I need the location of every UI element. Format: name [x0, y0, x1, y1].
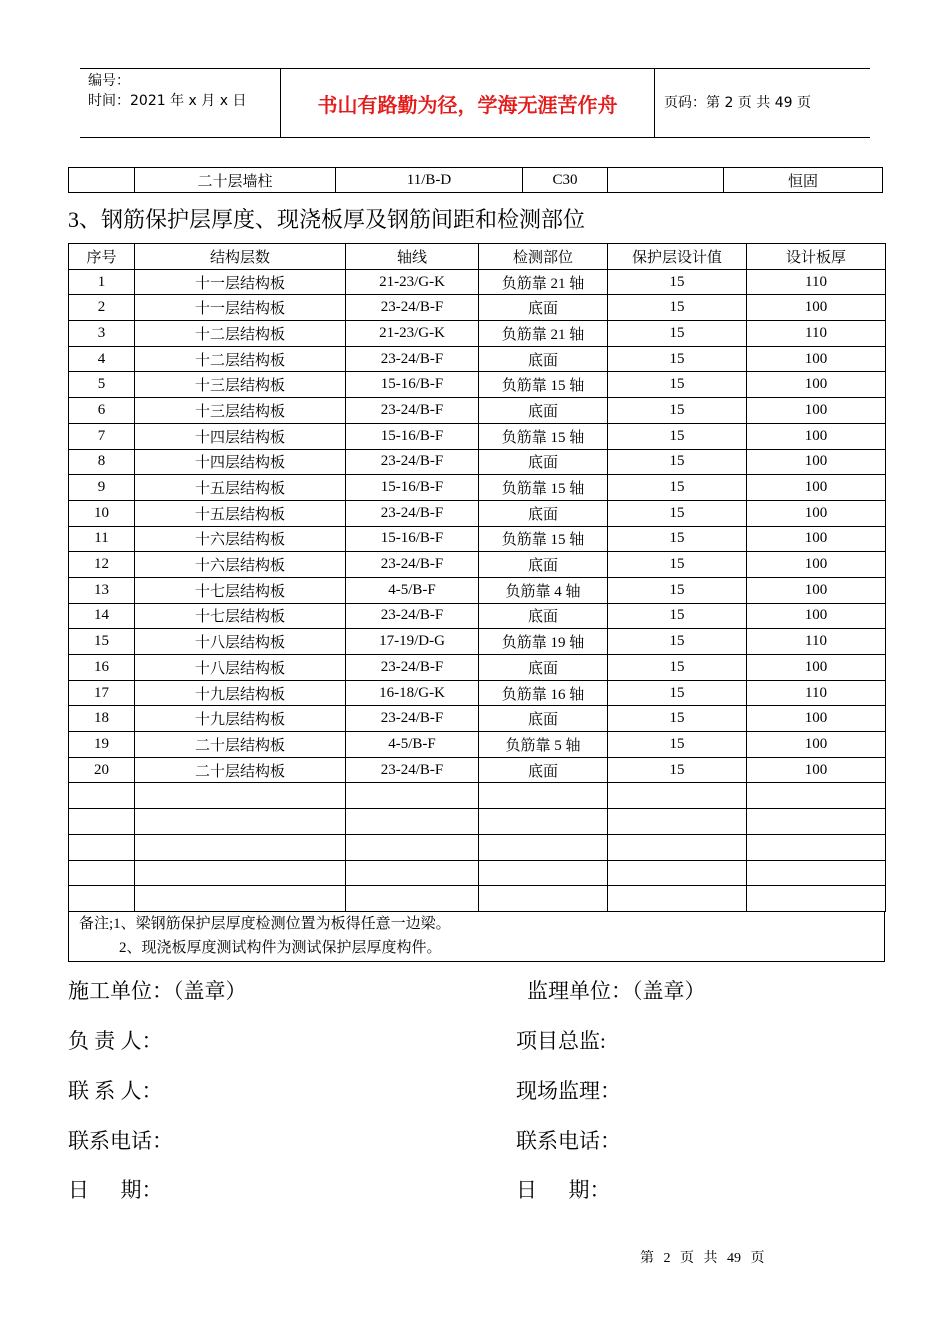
- table-cell: 15: [608, 577, 747, 603]
- header-motto: 书山有路勤为径，学海无涯苦作舟: [281, 69, 655, 137]
- table-cell: 十九层结构板: [135, 680, 346, 706]
- table-cell: 17: [69, 680, 135, 706]
- table-cell: 19: [69, 732, 135, 758]
- table-cell: 18: [69, 706, 135, 732]
- table-cell: 负筋靠 15 轴: [479, 423, 608, 449]
- table-cell: 十一层结构板: [135, 269, 346, 295]
- table-cell: [135, 783, 346, 809]
- table-cell: 负筋靠 21 轴: [479, 269, 608, 295]
- table-cell: 负筋靠 15 轴: [479, 372, 608, 398]
- table-row: [69, 269, 886, 295]
- table-cell: [608, 834, 747, 860]
- table-cell: 100: [747, 295, 886, 321]
- table-cell: [608, 886, 747, 912]
- document-header: [80, 68, 870, 138]
- table-row: [69, 757, 886, 783]
- table-cell: [608, 809, 747, 835]
- table-cell: 二十层结构板: [135, 732, 346, 758]
- table-cell: 17-19/D-G: [346, 629, 479, 655]
- table-cell: 100: [747, 757, 886, 783]
- table-cell: 21-23/G-K: [346, 269, 479, 295]
- table-cell: [346, 834, 479, 860]
- table-cell: 23-24/B-F: [346, 552, 479, 578]
- table-row: [69, 372, 886, 398]
- table-cell: [346, 809, 479, 835]
- table-cell: 十六层结构板: [135, 526, 346, 552]
- table-cell: [608, 860, 747, 886]
- table-cell: 十四层结构板: [135, 449, 346, 475]
- table-cell: 100: [747, 552, 886, 578]
- table-cell: [69, 860, 135, 886]
- chief-supervisor-label: 项目总监:: [516, 1029, 606, 1053]
- table-cell: [747, 886, 886, 912]
- column-header: 保护层设计值: [608, 244, 747, 270]
- table-cell: 十五层结构板: [135, 500, 346, 526]
- table-cell: [135, 886, 346, 912]
- table-cell: 100: [747, 398, 886, 424]
- table-cell: 15-16/B-F: [346, 526, 479, 552]
- table-cell: 23-24/B-F: [346, 398, 479, 424]
- remarks: [68, 911, 885, 962]
- table-cell: 底面: [479, 706, 608, 732]
- table-row: [69, 860, 886, 886]
- table-row: [69, 321, 886, 347]
- table-cell: 底面: [479, 295, 608, 321]
- table-cell: 15: [608, 655, 747, 681]
- header-meta: [80, 69, 281, 137]
- table-cell: 15-16/B-F: [346, 423, 479, 449]
- table-cell: 底面: [479, 500, 608, 526]
- table-cell: 23-24/B-F: [346, 655, 479, 681]
- table-cell: 15: [608, 295, 747, 321]
- table-row: [69, 449, 886, 475]
- table-cell: 15: [608, 552, 747, 578]
- table-cell: 十二层结构板: [135, 346, 346, 372]
- table-cell: 23-24/B-F: [346, 346, 479, 372]
- table-cell: 15: [608, 680, 747, 706]
- table-cell: 十六层结构板: [135, 552, 346, 578]
- table-row: [69, 706, 886, 732]
- table-cell: [69, 168, 135, 193]
- table-cell: 负筋靠 5 轴: [479, 732, 608, 758]
- table-cell: 13: [69, 577, 135, 603]
- table-cell: 负筋靠 4 轴: [479, 577, 608, 603]
- contractor-responsible-label: 负 责 人：: [68, 1029, 163, 1053]
- table-row: [69, 500, 886, 526]
- table-cell: 15: [608, 372, 747, 398]
- table-cell: C30: [523, 168, 608, 193]
- table-cell: 15: [608, 321, 747, 347]
- table-row: [69, 783, 886, 809]
- table-cell: 10: [69, 500, 135, 526]
- site-supervisor-label: 现场监理：: [516, 1079, 621, 1103]
- table-cell: 8: [69, 449, 135, 475]
- table-cell: [135, 860, 346, 886]
- table-cell: 十一层结构板: [135, 295, 346, 321]
- table-cell: 底面: [479, 449, 608, 475]
- table-cell: 12: [69, 552, 135, 578]
- table-cell: 100: [747, 732, 886, 758]
- table-cell: 恒固: [724, 168, 883, 193]
- column-header: 轴线: [346, 244, 479, 270]
- table-row: [69, 732, 886, 758]
- table-cell: 15: [608, 269, 747, 295]
- table-cell: 十八层结构板: [135, 629, 346, 655]
- table-cell: [747, 783, 886, 809]
- table-row: [69, 423, 886, 449]
- table-cell: 15: [608, 475, 747, 501]
- table-row: [69, 398, 886, 424]
- header-page-info: 页码：第 2 页 共 49 页: [664, 95, 811, 111]
- table-cell: 5: [69, 372, 135, 398]
- table-cell: 16: [69, 655, 135, 681]
- table-cell: 100: [747, 423, 886, 449]
- table-row: [69, 475, 886, 501]
- column-header: 结构层数: [135, 244, 346, 270]
- table-cell: 100: [747, 346, 886, 372]
- table-cell: 底面: [479, 398, 608, 424]
- table-row: [69, 834, 886, 860]
- page-footer: [640, 1247, 771, 1267]
- column-header: 设计板厚: [747, 244, 886, 270]
- table-cell: 100: [747, 449, 886, 475]
- table-row: [69, 577, 886, 603]
- contractor-unit-label: 施工单位：（盖章）: [68, 979, 247, 1003]
- table-cell: [346, 860, 479, 886]
- table-cell: 负筋靠 16 轴: [479, 680, 608, 706]
- table-cell: 15: [608, 706, 747, 732]
- contractor-date-label: 日 期：: [68, 1178, 163, 1202]
- column-header: 检测部位: [479, 244, 608, 270]
- supervisor-unit-label: 监理单位：（盖章）: [527, 979, 706, 1003]
- table-cell: 15: [608, 346, 747, 372]
- table-cell: [479, 809, 608, 835]
- remark-line-1: 备注;1、梁钢筋保护层厚度检测位置为板得任意一边梁。: [79, 916, 451, 932]
- table-row: [69, 168, 883, 193]
- page-footer-part: 共: [703, 1251, 718, 1266]
- table-cell: 15: [608, 757, 747, 783]
- column-header: 序号: [69, 244, 135, 270]
- page-footer-part: 2: [663, 1251, 671, 1266]
- table-cell: 负筋靠 19 轴: [479, 629, 608, 655]
- table-cell: 负筋靠 21 轴: [479, 321, 608, 347]
- page-footer-part: 页: [680, 1251, 694, 1266]
- table-cell: 3: [69, 321, 135, 347]
- table-row: [69, 629, 886, 655]
- table-cell: 15: [608, 629, 747, 655]
- table-cell: 十三层结构板: [135, 372, 346, 398]
- table-cell: 14: [69, 603, 135, 629]
- table-cell: 15-16/B-F: [346, 475, 479, 501]
- table-cell: 二十层墙柱: [135, 168, 336, 193]
- table-cell: 100: [747, 475, 886, 501]
- table-cell: 23-24/B-F: [346, 757, 479, 783]
- number-label: 编号：: [88, 73, 130, 89]
- table-cell: 4-5/B-F: [346, 732, 479, 758]
- table-cell: 7: [69, 423, 135, 449]
- table-cell: [135, 834, 346, 860]
- table-cell: [479, 783, 608, 809]
- table-cell: 100: [747, 706, 886, 732]
- table-cell: [69, 834, 135, 860]
- table-cell: 十四层结构板: [135, 423, 346, 449]
- table-cell: 15: [608, 398, 747, 424]
- table-cell: [69, 809, 135, 835]
- table-cell: 15: [608, 500, 747, 526]
- table-cell: [747, 809, 886, 835]
- table-cell: 100: [747, 577, 886, 603]
- table-cell: 15: [608, 423, 747, 449]
- table-cell: 23-24/B-F: [346, 706, 479, 732]
- table-row: [69, 886, 886, 912]
- table-cell: 15: [608, 603, 747, 629]
- table-cell: 底面: [479, 552, 608, 578]
- table-cell: 100: [747, 603, 886, 629]
- table-cell: 十九层结构板: [135, 706, 346, 732]
- table-cell: 16-18/G-K: [346, 680, 479, 706]
- table-cell: 100: [747, 500, 886, 526]
- table-cell: 1: [69, 269, 135, 295]
- supervisor-phone-label: 联系电话：: [516, 1129, 621, 1153]
- table-cell: [479, 834, 608, 860]
- contractor-phone-label: 联系电话：: [68, 1129, 173, 1153]
- table-cell: 15: [608, 449, 747, 475]
- table-cell: [747, 834, 886, 860]
- table-cell: 110: [747, 321, 886, 347]
- table-cell: 4-5/B-F: [346, 577, 479, 603]
- table-cell: 6: [69, 398, 135, 424]
- page-footer-part: 第: [640, 1251, 654, 1266]
- table-row: [69, 655, 886, 681]
- table-cell: 15: [69, 629, 135, 655]
- table-cell: 十七层结构板: [135, 603, 346, 629]
- table-cell: [69, 783, 135, 809]
- table-row: [69, 809, 886, 835]
- inspection-table: [68, 243, 886, 912]
- contractor-contact-label: 联 系 人：: [68, 1079, 163, 1103]
- table-cell: 15: [608, 732, 747, 758]
- table-header-row: [69, 244, 886, 270]
- table-cell: 110: [747, 680, 886, 706]
- table-cell: 23-24/B-F: [346, 603, 479, 629]
- table-cell: 23-24/B-F: [346, 449, 479, 475]
- table-row: [69, 346, 886, 372]
- table-cell: 21-23/G-K: [346, 321, 479, 347]
- table-cell: 23-24/B-F: [346, 500, 479, 526]
- table-cell: 负筋靠 15 轴: [479, 526, 608, 552]
- table-cell: 二十层结构板: [135, 757, 346, 783]
- table-row: [69, 552, 886, 578]
- table-cell: 十八层结构板: [135, 655, 346, 681]
- table-cell: 11: [69, 526, 135, 552]
- table-cell: 十七层结构板: [135, 577, 346, 603]
- continued-table-row: [68, 167, 883, 193]
- table-cell: 110: [747, 269, 886, 295]
- table-row: [69, 603, 886, 629]
- table-cell: [69, 886, 135, 912]
- table-cell: 15: [608, 526, 747, 552]
- table-cell: 底面: [479, 655, 608, 681]
- page-footer-part: 49: [727, 1251, 741, 1266]
- supervisor-date-label: 日 期：: [516, 1178, 611, 1202]
- table-cell: 100: [747, 655, 886, 681]
- section-title: 3、钢筋保护层厚度、现浇板厚及钢筋间距和检测部位: [68, 207, 586, 232]
- table-cell: 23-24/B-F: [346, 295, 479, 321]
- table-cell: 十三层结构板: [135, 398, 346, 424]
- remark-line-2: 2、现浇板厚度测试构件为测试保护层厚度构件。: [119, 940, 442, 956]
- page-footer-part: 页: [750, 1251, 765, 1266]
- table-row: [69, 295, 886, 321]
- table-cell: [747, 860, 886, 886]
- table-cell: 110: [747, 629, 886, 655]
- table-cell: 9: [69, 475, 135, 501]
- table-cell: [346, 783, 479, 809]
- table-cell: 15-16/B-F: [346, 372, 479, 398]
- table-cell: [608, 783, 747, 809]
- table-cell: 11/B-D: [336, 168, 523, 193]
- table-cell: [135, 809, 346, 835]
- table-cell: 十五层结构板: [135, 475, 346, 501]
- table-cell: 100: [747, 372, 886, 398]
- time-label: 时间：2021 年 x 月 x 日: [88, 93, 247, 109]
- table-cell: [608, 168, 724, 193]
- table-cell: [479, 886, 608, 912]
- table-cell: 底面: [479, 346, 608, 372]
- table-cell: 100: [747, 526, 886, 552]
- table-cell: 十二层结构板: [135, 321, 346, 347]
- table-cell: 负筋靠 15 轴: [479, 475, 608, 501]
- table-row: [69, 526, 886, 552]
- table-cell: 2: [69, 295, 135, 321]
- table-cell: [479, 860, 608, 886]
- table-cell: [346, 886, 479, 912]
- table-row: [69, 680, 886, 706]
- table-cell: 20: [69, 757, 135, 783]
- table-cell: 4: [69, 346, 135, 372]
- table-cell: 底面: [479, 757, 608, 783]
- table-cell: 底面: [479, 603, 608, 629]
